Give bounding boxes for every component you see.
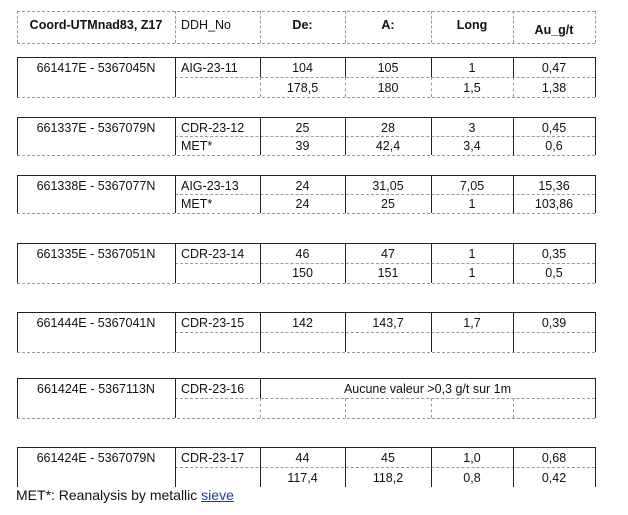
grid-line [17,418,595,419]
grid-line [513,447,514,487]
grid-line [260,312,261,352]
grid-line [175,243,176,283]
long-cell: 1,5 [463,81,481,95]
coord-cell: 661424E - 5367079N [36,451,156,465]
long-cell: 1 [468,266,476,280]
grid-line [260,77,261,97]
de-cell: 178,5 [286,81,319,95]
no-value-note: Aucune valeur >0,3 g/t sur 1m [343,382,512,396]
de-cell: 117,4 [287,471,318,485]
grid-line [595,378,596,418]
coord-cell: 661338E - 5367077N [36,179,156,193]
grid-line [17,11,18,43]
table-row [17,57,595,79]
table-row [17,467,595,489]
grid-line [175,77,595,78]
ddh-cell: AIG-23-11 [181,61,238,75]
ddh-cell: CDR-23-16 [181,382,245,396]
a-cell: 31,05 [372,179,404,193]
long-cell: 1 [468,247,476,261]
grid-line [17,243,18,283]
de-cell: 44 [295,451,310,465]
grid-line [260,117,261,155]
table-row [17,193,595,215]
au-cell: 0,45 [541,121,567,135]
footnote-text: MET*: Reanalysis by metallic [16,487,202,503]
table-row [17,262,595,284]
grid-line [175,447,176,487]
grid-line [175,175,176,213]
ddh-cell [175,467,260,489]
grid-line [175,263,595,264]
a-cell: 25 [381,197,395,211]
grid-line [345,243,346,283]
grid-line [431,243,432,283]
grid-line [17,312,595,313]
long-cell: 3 [468,121,476,135]
coord-cell: 661417E - 5367045N [36,61,156,75]
grid-line [17,117,595,118]
ddh-cell: CDR-23-17 [181,451,245,465]
a-cell: 180 [377,81,399,95]
grid-line [260,11,261,43]
long-cell: 3,4 [463,139,481,153]
coord-cell: 661424E - 5367113N [37,382,155,396]
grid-line [595,57,596,97]
grid-line [595,243,596,283]
grid-line [17,175,595,176]
footnote [16,487,234,503]
de-cell: 24 [295,197,310,211]
grid-line [17,378,18,418]
a-cell: 42,4 [375,139,401,153]
coord-cell: 661337E - 5367079N [36,121,156,135]
grid-line [260,378,261,398]
grid-line [345,77,346,97]
grid-line [595,11,596,43]
grid-line [17,175,18,213]
grid-line [17,11,595,12]
grid-line [17,312,18,352]
a-cell: 47 [381,247,395,261]
header-a: A: [381,18,395,32]
au-cell: 0,35 [541,247,567,261]
header-de: De: [292,18,313,32]
au-cell: 0,5 [545,266,563,280]
ddh-cell: CDR-23-12 [181,121,245,135]
grid-line [513,77,514,97]
grid-line [345,11,346,43]
au-cell: 1,38 [541,81,567,95]
grid-line [345,312,346,352]
de-cell: 104 [292,61,313,75]
ddh-cell: MET* [181,197,213,211]
grid-line [260,57,261,77]
grid-line [345,175,346,213]
au-cell: 0,47 [541,61,567,75]
grid-line [260,447,261,487]
ddh-cell: CDR-23-15 [181,316,245,330]
au-cell: 0,68 [541,451,567,465]
long-cell: 1 [468,197,476,211]
grid-line [431,398,432,418]
coord-cell: 661444E - 5367041N [36,316,156,330]
ddh-cell [175,262,260,284]
grid-line [175,57,176,97]
grid-line [513,243,514,283]
au-cell: 0,6 [545,139,563,153]
grid-line [513,117,514,155]
au-cell: 103,86 [534,197,574,211]
table-header-row [17,13,595,43]
au-cell: 0,42 [541,471,567,485]
grid-line [513,398,514,418]
grid-line [513,175,514,213]
au-cell: 15,36 [538,179,570,193]
grid-line [345,398,346,418]
long-cell: 1,0 [463,451,481,465]
grid-line [17,243,595,244]
a-cell: 118,2 [372,471,404,485]
grid-line [175,312,176,352]
grid-line [17,283,595,284]
footnote-link[interactable]: sieve [201,487,234,503]
header-long: Long [456,18,488,32]
header-ddh: DDH_No [181,18,232,32]
a-cell: 28 [381,121,395,135]
de-cell: 39 [295,139,310,153]
table-row [17,77,595,99]
grid-line [175,398,595,399]
grid-line [17,352,595,353]
grid-line [431,312,432,352]
de-cell: 24 [295,179,310,193]
grid-line [175,194,595,195]
grid-line [17,447,18,487]
header-au: Au_g/t [534,23,574,37]
grid-line [175,11,176,43]
a-cell: 151 [377,266,399,280]
grid-line [595,447,596,487]
grid-line [17,57,595,58]
grid-line [595,312,596,352]
grid-line [345,117,346,155]
grid-line [260,243,261,283]
ddh-cell: AIG-23-13 [181,179,239,193]
ddh-cell [175,77,260,99]
grid-line [431,117,432,155]
grid-line [431,447,432,487]
grid-line [513,57,514,77]
long-cell: 1,7 [463,316,481,330]
grid-line [175,117,176,155]
table-row [17,312,595,334]
ddh-cell: MET* [181,139,213,153]
table-row [17,447,595,469]
a-cell: 45 [381,451,395,465]
header-coord: Coord-UTMnad83, Z17 [29,18,163,32]
grid-line [595,175,596,213]
grid-line [175,136,595,137]
grid-line [17,97,595,98]
a-cell: 143,7 [372,316,404,330]
grid-line [175,378,176,418]
grid-line [17,213,595,214]
grid-line [17,43,595,44]
ddh-cell: CDR-23-14 [181,247,245,261]
grid-line [595,117,596,155]
au-cell: 0,39 [541,316,567,330]
long-cell: 7,05 [459,179,485,193]
long-cell: 1 [468,61,476,75]
grid-line [431,11,432,43]
grid-line [17,57,18,97]
grid-line [17,155,595,156]
a-cell: 105 [377,61,399,75]
grid-line [431,57,432,77]
grid-line [175,332,595,333]
grid-line [260,175,261,213]
grid-line [431,175,432,213]
grid-line [260,398,261,418]
grid-line [17,447,595,448]
de-cell: 46 [295,247,310,261]
de-cell: 150 [292,266,313,280]
grid-line [175,467,595,468]
coord-cell: 661335E - 5367051N [36,247,156,261]
grid-line [17,378,595,379]
grid-line [513,312,514,352]
grid-line [513,11,514,43]
de-cell: 25 [295,121,310,135]
grid-line [345,447,346,487]
table-row [17,378,595,400]
de-cell: 142 [292,316,313,330]
grid-line [345,57,346,77]
grid-line [17,117,18,155]
grid-line [431,77,432,97]
long-cell: 0,8 [463,471,481,485]
table-row [17,135,595,157]
